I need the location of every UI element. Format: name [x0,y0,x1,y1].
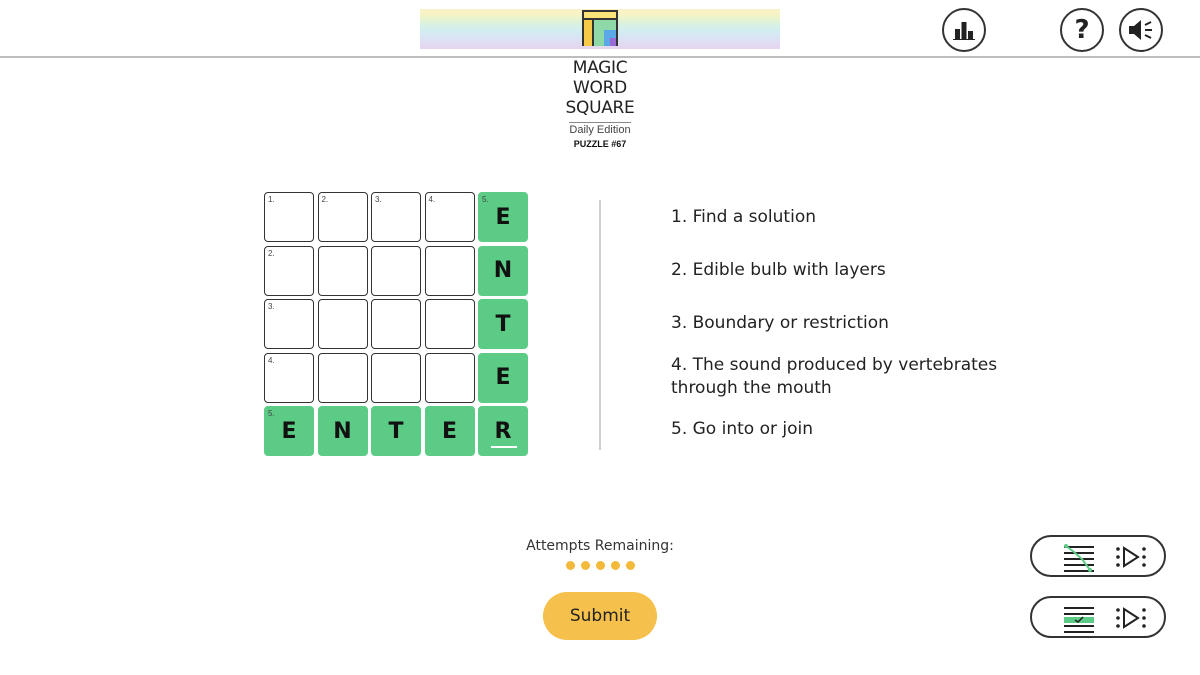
puzzle-number: PUZZLE #67 [573,139,627,149]
title-line-1: MAGIC [572,58,628,78]
divider [599,200,601,450]
grid-cell[interactable] [318,192,368,242]
grid-cell[interactable] [371,406,421,456]
attempt-dot [566,561,575,570]
game-title [540,58,660,149]
cell-letter [372,247,420,295]
speaker-icon [1128,19,1154,41]
play-forward-icon [1116,606,1148,630]
list-check-icon [1060,604,1096,634]
control-pill-1[interactable] [1030,535,1166,577]
cell-number: 3. [375,195,382,204]
grid-cell[interactable] [371,353,421,403]
sound-button[interactable] [1119,8,1163,52]
grid-cell[interactable] [264,406,314,456]
grid-cell[interactable] [264,353,314,403]
grid-cell[interactable] [425,192,475,242]
cell-number: 4. [428,195,436,204]
grid-cell[interactable] [478,406,528,456]
cell-letter [426,247,474,295]
cell-letter [265,354,313,402]
submit-button[interactable]: Submit [543,592,657,640]
clue-2: 2. Edible bulb with layers [671,260,886,280]
play-forward-icon [1116,545,1148,569]
cell-letter [372,300,420,348]
attempt-dot [611,561,620,570]
attempts-dots [563,561,643,571]
cell-letter [426,354,474,402]
cell-number: 2. [321,195,329,204]
cell-letter: E [441,418,458,444]
cell-number: 4. [268,355,275,365]
magic-word-square-logo-icon [582,10,618,46]
cell-letter [319,300,367,348]
grid-cell[interactable] [318,353,368,403]
help-button[interactable] [1060,8,1104,52]
attempt-dot [581,561,590,570]
clue-4: 4. The sound produced by vertebrates through the mouth [671,355,998,398]
cell-number: 1. [268,195,275,204]
bar-chart-icon [953,20,975,40]
grid-cell[interactable] [425,246,475,296]
grid-cell[interactable] [264,246,314,296]
cell-letter [319,193,367,241]
cell-letter: E [281,418,297,444]
cell-letter [372,193,420,241]
cell-number: 3. [268,302,275,311]
cell-letter: T [388,418,404,444]
clue-5: 5. Go into or join [671,419,813,439]
grid-cell[interactable] [425,406,475,456]
grid-cell[interactable] [371,246,421,296]
cell-letter: N [493,258,513,283]
cell-number: 5. [482,195,489,204]
cell-letter [265,247,313,295]
grid-cell[interactable] [264,192,314,242]
cell-letter: T [495,311,511,337]
grid-cell[interactable] [478,246,528,296]
cell-letter [319,247,367,295]
attempt-dot [626,561,635,570]
grid-cell[interactable] [478,192,528,242]
list-lines-icon [1060,543,1096,573]
grid-cell[interactable] [478,353,528,403]
cell-letter [319,354,367,402]
edition-label: Daily Edition [569,124,631,136]
grid-cell[interactable] [425,299,475,349]
cell-letter: E [495,365,511,390]
cell-number: 2. [268,248,275,258]
cell-letter [372,354,420,402]
cell-letter [265,300,313,348]
attempt-dot [596,561,605,570]
grid-cell[interactable] [425,353,475,403]
grid-cell[interactable] [318,299,368,349]
clue-3: 3. Boundary or restriction [671,313,889,333]
grid-cell[interactable] [371,299,421,349]
cell-letter: N [333,418,352,444]
cell-letter [265,193,313,241]
cell-letter: R [494,418,512,444]
cell-letter [426,300,474,348]
control-pill-2[interactable] [1030,596,1166,638]
attempts-label: Attempts Remaining: [526,538,674,554]
grid-cell[interactable] [318,406,368,456]
cell-letter [426,193,474,241]
title-line-3: SQUARE [565,98,635,118]
stats-button[interactable] [942,8,986,52]
cell-number: 5. [268,409,275,418]
question-mark-icon: ? [1074,15,1090,45]
title-line-2: WORD [573,78,627,98]
grid-cell[interactable] [318,246,368,296]
grid-cell[interactable] [478,299,528,349]
grid-cell[interactable] [264,299,314,349]
cell-cursor [491,446,517,448]
clue-1: 1. Find a solution [671,207,816,227]
cell-letter: E [495,204,511,230]
grid-cell[interactable] [371,192,421,242]
